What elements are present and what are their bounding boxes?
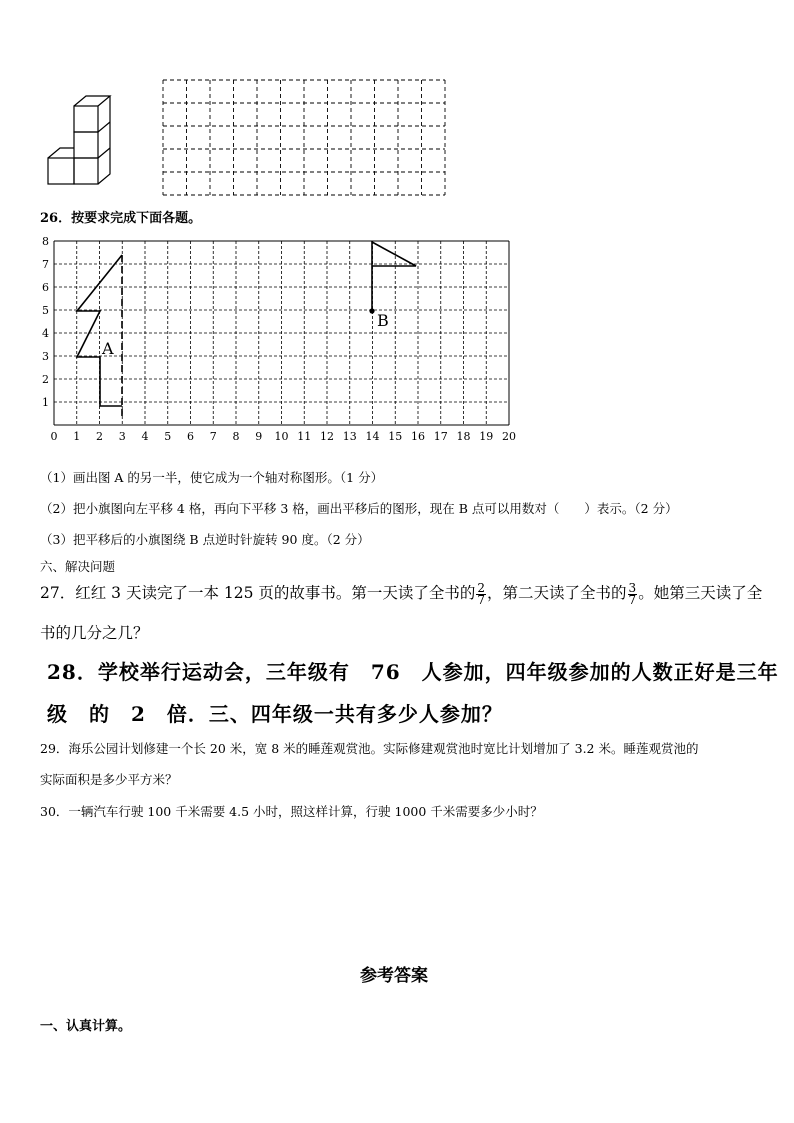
x-tick-label: 10 (274, 430, 289, 443)
x-tick-label: 17 (433, 430, 448, 443)
flag-shape (372, 242, 416, 311)
y-tick-label: 7 (42, 258, 49, 271)
q26-title: 26．按要求完成下面各题。 (40, 211, 202, 226)
x-tick-label: 13 (342, 430, 357, 443)
q29-line1: 29．海乐公园计划修建一个长 20 米，宽 8 米的睡莲观赏池。实际修建观赏池时宽比计划增加了 3.2 米。睡莲观赏池的 (40, 741, 699, 756)
x-tick-label: 1 (73, 430, 81, 443)
x-tick-label: 19 (479, 430, 494, 443)
frac2-numerator: 3 (628, 580, 637, 595)
x-tick-label: 6 (187, 430, 194, 443)
q28-line1: 28．学校举行运动会，三年级有 76 人参加，四年级参加的人数正好是三年 (47, 660, 779, 684)
x-tick-label: 0 (50, 430, 58, 443)
x-tick-label: 18 (456, 430, 471, 443)
x-tick-label: 16 (411, 430, 425, 443)
y-tick-label: 6 (42, 281, 49, 294)
x-tick-label: 12 (320, 430, 334, 443)
q27-line2: 书的几分之几？ (40, 624, 149, 642)
y-tick-label: 4 (42, 327, 49, 340)
x-tick-label: 8 (232, 430, 240, 443)
answers-section1: 一、认真计算。 (40, 1019, 132, 1034)
x-tick-label: 2 (96, 430, 103, 443)
frac1-denominator: 7 (477, 592, 486, 607)
q26-sub1: （1）画出图 A 的另一半，使它成为一个轴对称图形。（1 分） (40, 470, 384, 485)
x-tick-label: 3 (118, 430, 126, 443)
q27-line1 (40, 581, 762, 606)
q27-part2: ，第二天读了全书的 (487, 584, 627, 602)
label-a: A (102, 339, 114, 358)
fraction-three-sevenths (628, 580, 638, 607)
x-tick-label: 5 (164, 430, 172, 443)
q30-text: 30．一辆汽车行驶 100 千米需要 4.5 小时，照这样计算，行驶 1000 千米需要多少小时？ (40, 804, 543, 819)
q27-part1: 27．红红 3 天读完了一本 125 页的故事书。第一天读了全书的 (40, 584, 476, 602)
q29-line2: 实际面积是多少平方米？ (40, 772, 178, 787)
x-tick-label: 7 (209, 430, 217, 443)
dashed-grid-top (160, 77, 448, 199)
y-tick-label: 8 (42, 235, 49, 248)
q26-sub2: （2）把小旗图向左平移 4 格，再向下平移 3 格，画出平移后的图形，现在 B 点可以用数对（ ）表示。（2 分） (40, 501, 678, 516)
cube-stack-figure (44, 94, 116, 188)
x-tick-label: 15 (388, 430, 403, 443)
frac1-numerator: 2 (477, 580, 486, 595)
y-tick-label: 3 (42, 350, 49, 363)
q27-part3: 。她第三天读了全 (638, 584, 763, 602)
section-six-heading: 六、解决问题 (40, 559, 116, 574)
frac2-denominator: 7 (628, 592, 637, 607)
x-tick-label: 9 (255, 430, 263, 443)
coordinate-grid (40, 234, 530, 446)
y-tick-label: 5 (42, 304, 49, 317)
x-tick-label: 14 (365, 430, 380, 443)
y-tick-label: 1 (42, 396, 49, 409)
fraction-two-sevenths (476, 580, 486, 607)
point-b (369, 308, 374, 313)
x-tick-label: 11 (297, 430, 312, 443)
q28-line2: 级 的 2 倍．三、四年级一共有多少人参加？ (47, 702, 503, 726)
answers-title: 参考答案 (360, 966, 428, 986)
label-b: B (377, 311, 389, 330)
x-tick-label: 4 (141, 430, 149, 443)
y-tick-label: 2 (42, 373, 49, 386)
q26-sub3: （3）把平移后的小旗图绕 B 点逆时针旋转 90 度。（2 分） (40, 532, 370, 547)
x-tick-label: 20 (502, 430, 516, 443)
